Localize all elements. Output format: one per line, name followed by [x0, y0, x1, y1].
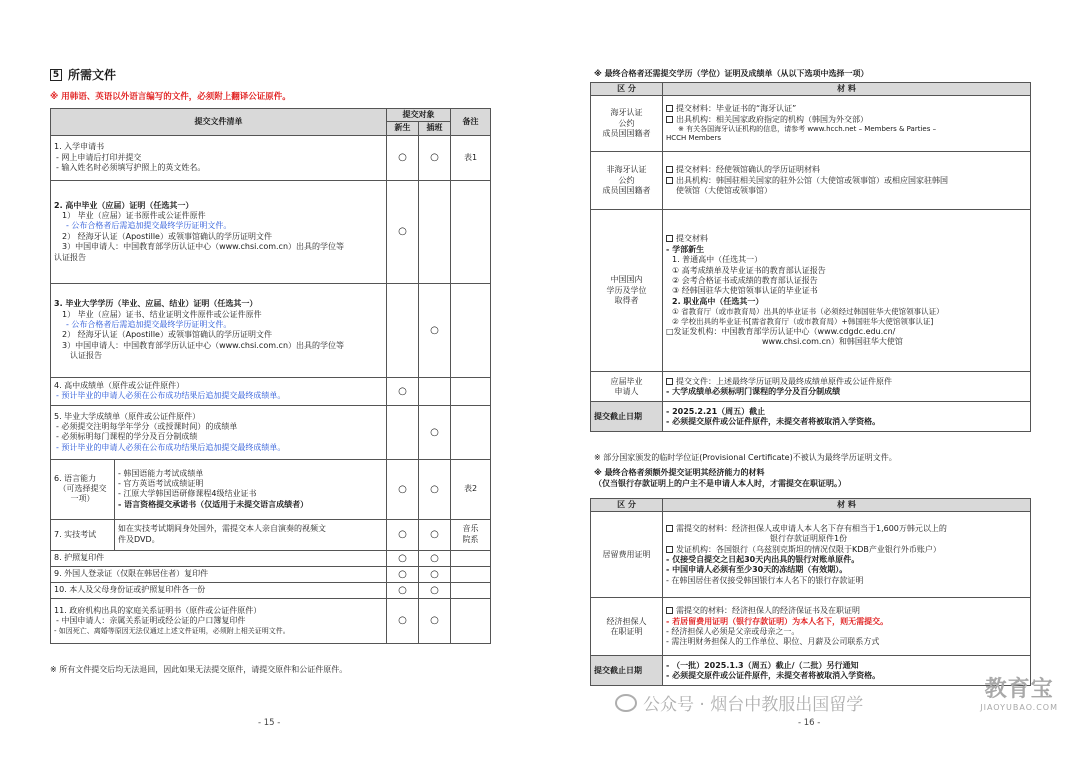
page-16	[540, 0, 1080, 764]
check-mark: ○	[419, 283, 451, 377]
finance-proof-table	[590, 498, 1031, 686]
check-mark: ○	[419, 582, 451, 598]
check-mark: ○	[387, 519, 419, 550]
checkbox-icon	[666, 525, 673, 532]
table-row: 4. 高中成绩单（原件或公证件原件） - 预计毕业的申请人必须在公布成功结果后追加提交最终成绩单。 ○	[51, 377, 491, 405]
table-row: 3. 毕业大学学历（毕业、应届、结业）证明（任选其一） 1） 毕业（应届）证书、结业证明文件原件或公证件原件 - 公布合格者后需追加提交最终学历证明文件。 2） 经海牙认证（Apostille）或领事馆确认的学历证明文件 3）中国申请人：中国教育部学历认证中心（www.chsi.com.cn）出具的学位等 认证报告 ○	[51, 283, 491, 377]
checkbox-icon	[666, 116, 673, 123]
footnote: ※ 所有文件提交后均无法退回，因此如果无法提交原件，请提交原件和公证件原件。	[50, 665, 348, 674]
check-mark: ○	[387, 582, 419, 598]
col-header-target: 提交对象	[387, 109, 451, 122]
documents-table	[50, 108, 491, 644]
table-row: 9. 外国人登录证（仅限在韩居住者）复印件 ○ ○	[51, 566, 491, 582]
table-row: 经济担保人 在职证明 需提交的材料：经济担保人的经济保证书及在职证明 - 若居留费用证明（银行存款证明）为本人名下，则无需提交。 - 经济担保人必须是父亲或母亲之一。 - 需注明财务担保人的工作单位、职位、月薪及公司联系方式	[591, 598, 1031, 656]
col-header-area: 区 分	[591, 499, 663, 512]
table-row: 7. 实技考试 如在实技考试期间身处国外，需提交本人亲自演奏的视频文 件及DVD。 ○ ○ 音乐 院系	[51, 519, 491, 550]
translation-note: ※ 用韩语、英语以外语言编写的文件，必须附上翻译公证原件。	[50, 92, 291, 102]
remark: 表2	[451, 459, 491, 519]
table-row: 10. 本人及父母身份证或护照复印件各一份 ○ ○	[51, 582, 491, 598]
section-number: 5	[50, 69, 62, 81]
col-header-area: 区 分	[591, 83, 663, 96]
table-row: 提交截止日期 - 2025.2.21（周五）截止 - 必须提交原件或公证件原件，未提交者将被取消入学资格。	[591, 402, 1031, 432]
table1-title: ※ 最终合格者还需提交学历（学位）证明及成绩单（从以下选项中选择一项）	[594, 69, 869, 78]
table-row: 中国国内 学历及学位 取得者 提交材料 - 学部新生 1. 普通高中（任选其一） ① 高考成绩单及毕业证书的教育部认证报告 ② 会考合格证书或成绩的教育部认证报告 ③ 经韩国驻华大使馆领事认证的毕业证书 2. 职业高中（任选其一） ① 省教育厅（或市教育局）出具的毕业证书（必须经过韩国驻华大使馆领事认证） ② 学校出具的毕业证书[需省教育厅（或市教育局）+韩国驻华大使馆领事认证] □发证发机构：中国教育部学历认证中心（www.cdgdc.edu.cn/ www.chsi.com.cn）和韩国驻华大使馆	[591, 210, 1031, 372]
degree-proof-table	[590, 82, 1031, 432]
col-header-material: 材 料	[663, 83, 1031, 96]
check-mark: ○	[387, 135, 419, 180]
watermark: 公众号 · 烟台中教服出国留学	[615, 690, 863, 715]
table-row: 2. 高中毕业（应届）证明（任选其一） 1） 毕业（应届）证书原件或公证件原件 - 公布合格者后需追加提交最终学历证明文件。 2） 经海牙认证（Apostille）或领事馆确认的学历证明文件 3）中国申请人：中国教育部学历认证中心（www.chsi.com.cn）出具的学位等 认证报告 ○	[51, 180, 491, 283]
checkbox-icon	[666, 378, 673, 385]
table-row: 海牙认证 公约 成员国国籍者 提交材料：毕业证书的“海牙认证” 出具机构：相关国家政府指定的机构（韩国为外交部） ※ 有关各国海牙认证机构的信息，请参考 www.hcch.net – Members & Parties – HCCH Members	[591, 96, 1031, 152]
table-row: 6. 语言能力 （可选择提交 一项） - 韩国语能力考试成绩单 - 官方英语考试成绩证明 - 江原大学韩国语研修课程4级结业证书 - 语言资格提交承诺书（仅适用于未提交语言成绩者） ○ ○ 表2	[51, 459, 491, 519]
check-mark: ○	[419, 459, 451, 519]
table-row: 应届毕业 申请人 提交文件：上述最终学历证明及最终成绩单原件或公证件原件 - 大学成绩单必须标明门课程的学分及百分制成绩	[591, 372, 1031, 402]
table-row: 1. 入学申请书 - 网上申请后打印并提交 - 输入姓名时必须填写护照上的英文姓名。 ○ ○ 表1	[51, 135, 491, 180]
check-mark: ○	[387, 550, 419, 566]
col-header-new: 新生	[387, 122, 419, 135]
check-mark: ○	[387, 377, 419, 405]
col-header-list: 提交文件清单	[51, 109, 387, 136]
table-row: 11. 政府机构出具的家庭关系证明书（原件或公证件原件） - 中国申请人：亲属关系证明或经公证的户口簿复印件 - 如因死亡、离婚等原因无法仅通过上述文件证明，必须附上相关证明文件。 ○ ○	[51, 598, 491, 643]
table-row: 非海牙认证 公约 成员国国籍者 提交材料：经使领馆确认的学历证明材料 出具机构：韩国驻相关国家的驻外公馆（大使馆或领事馆）或相应国家驻韩国 使领馆（大使馆或领事馆）	[591, 152, 1031, 210]
col-header-transfer: 插班	[419, 122, 451, 135]
col-header-material: 材 料	[663, 499, 1031, 512]
check-mark: ○	[419, 598, 451, 643]
deadline-label: 提交截止日期	[591, 656, 663, 686]
logo: 教育宝 JIAOYUBAO.COM	[980, 677, 1058, 712]
checkbox-icon	[666, 166, 673, 173]
checkbox-icon	[666, 235, 673, 242]
check-mark: ○	[387, 566, 419, 582]
check-mark: ○	[387, 180, 419, 283]
table-row: 居留费用证明 需提交的材料：经济担保人或申请人本人名下存有相当于1,600万韩元以上的 银行存款证明原件1份 发证机构：各国银行（乌兹别克斯坦的情况仅限于KDB产业银行外币账户） - 仅接受自提交之日起30天内出具的银行对账单原件。 - 中国申请人必须有至少30天的冻结期（有效期）。 - 在韩国居住者仅接受韩国银行本人名下的银行存款证明	[591, 512, 1031, 598]
section-title-text: 所需文件	[68, 68, 117, 82]
table-row: 8. 护照复印件 ○ ○	[51, 550, 491, 566]
check-mark: ○	[419, 135, 451, 180]
check-mark: ○	[419, 566, 451, 582]
checkbox-icon	[666, 177, 673, 184]
table-row: 提交截止日期 - （一批）2025.1.3（周五）截止/（二批）另行通知 - 必须提交原件或公证件原件，未提交者将被取消入学资格。	[591, 656, 1031, 686]
check-mark: ○	[419, 550, 451, 566]
checkbox-icon	[666, 546, 673, 553]
table2-title: ※ 最终合格者须额外提交证明其经济能力的材料 （仅当银行存款证明上的户主不是申请人本人时，才需提交在职证明。）	[594, 468, 846, 488]
table-row: 5. 毕业大学成绩单（原件或公证件原件） - 必须提交注明每学年学分（或授课时间）的成绩单 - 必须标明每门课程的学分及百分制成绩 - 预计毕业的申请人必须在公布成功结果后追加提交最终成绩单。 ○	[51, 405, 491, 459]
checkbox-icon	[666, 105, 673, 112]
checkbox-icon	[666, 607, 673, 614]
check-mark: ○	[419, 519, 451, 550]
section-title	[50, 66, 116, 83]
deadline-label: 提交截止日期	[591, 402, 663, 432]
page-number: - 16 -	[798, 718, 821, 728]
check-mark: ○	[387, 459, 419, 519]
page-number: - 15 -	[258, 718, 281, 728]
wechat-icon	[615, 694, 637, 712]
remark: 表1	[451, 135, 491, 180]
check-mark: ○	[419, 405, 451, 459]
check-mark: ○	[387, 598, 419, 643]
col-header-remark: 备注	[451, 109, 491, 136]
provisional-note: ※ 部分国家颁发的临时学位证(Provisional Certificate)不被认为最终学历证明文件。	[594, 453, 897, 462]
